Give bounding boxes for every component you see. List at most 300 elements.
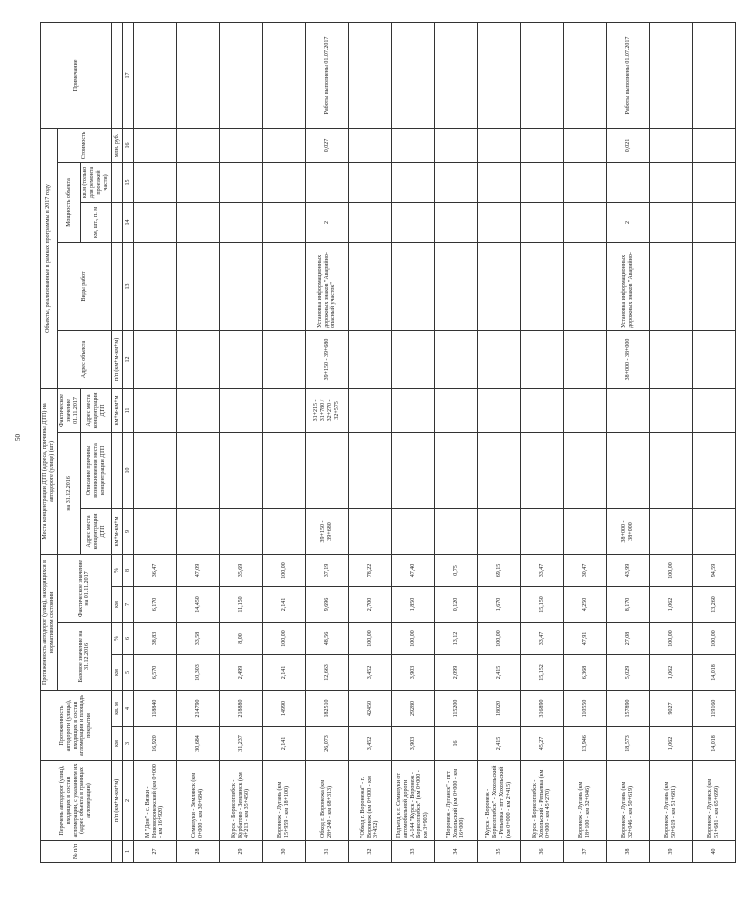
cell-obj-addr	[392, 330, 435, 388]
cell-dtp-addr	[177, 508, 220, 554]
column-number: 5	[123, 655, 134, 691]
table-row	[607, 22, 650, 862]
cell-fact-addr	[478, 388, 521, 432]
cell-f-pct: 47,09	[177, 554, 220, 586]
cell-b-km: 5,029	[607, 655, 650, 691]
header-cost: Стоимость	[57, 128, 111, 162]
cell-b-pct: 100,00	[392, 623, 435, 655]
cell-works	[435, 242, 478, 330]
cell-name: Подъезд к г. Семилуки от автомобильной дороги А-144 "Курск - Воронеж - Борисоглебск" (км 0+000 - км 3+903)	[392, 761, 435, 841]
cell-cost	[693, 128, 736, 162]
cell-f-km: 2,700	[349, 587, 392, 623]
cell-area: 110550	[564, 691, 607, 727]
cell-fact-addr	[177, 388, 220, 432]
table-row	[564, 22, 607, 862]
cell-dtp-desc	[177, 432, 220, 508]
table-row	[650, 22, 693, 862]
cell-no: 37	[564, 841, 607, 863]
cell-len: 31,237	[220, 727, 263, 761]
cell-power: 2	[306, 202, 349, 242]
cell-area: 316890	[521, 691, 564, 727]
cell-power	[521, 202, 564, 242]
cell-cost	[349, 128, 392, 162]
cell-obj-addr	[435, 330, 478, 388]
cell-dtp-desc	[306, 432, 349, 508]
cell-obj-addr	[693, 330, 736, 388]
cell-b-km: 6,570	[134, 655, 177, 691]
cell-fact-addr	[435, 388, 478, 432]
cell-f-pct: 37,19	[306, 554, 349, 586]
cell-len: 16,920	[134, 727, 177, 761]
cell-len: 16	[435, 727, 478, 761]
cell-dtp-addr	[392, 508, 435, 554]
cell-no: 40	[693, 841, 736, 863]
column-number: 6	[123, 623, 134, 655]
cell-area: 214790	[177, 691, 220, 727]
cell-works	[521, 242, 564, 330]
cell-f-km: 6,170	[134, 587, 177, 623]
cell-b-pct: 47,91	[564, 623, 607, 655]
cell-f-km: 13,260	[693, 587, 736, 623]
column-number: 16	[123, 128, 134, 162]
dtp-program-table	[40, 22, 736, 863]
column-number: 14	[123, 202, 134, 242]
cell-no: 33	[392, 841, 435, 863]
cell-len: 30,684	[177, 727, 220, 761]
cell-fact-addr	[564, 388, 607, 432]
cell-b-pct: 33,47	[521, 623, 564, 655]
cell-name: Воронеж - Лугань (км 50+619 - км 51+681)	[650, 761, 693, 841]
table-row	[521, 22, 564, 862]
unit-km4: км	[112, 587, 123, 623]
cell-dtp-desc	[349, 432, 392, 508]
cell-works	[220, 242, 263, 330]
table-row	[392, 22, 435, 862]
header-power-block: Мощность объекта	[57, 162, 81, 242]
cell-b-pct: 100,00	[650, 623, 693, 655]
cell-works	[478, 242, 521, 330]
cell-dtp-addr	[521, 508, 564, 554]
column-number: 13	[123, 242, 134, 330]
cell-works	[650, 242, 693, 330]
cell-fact-addr	[521, 388, 564, 432]
cell-f-pct: 0,75	[435, 554, 478, 586]
cell-note	[177, 22, 220, 128]
unit-pct2: %	[112, 554, 123, 586]
cell-power-sq	[263, 162, 306, 202]
cell-no: 39	[650, 841, 693, 863]
cell-no: 38	[607, 841, 650, 863]
cell-area: 157890	[607, 691, 650, 727]
cell-obj-addr	[650, 330, 693, 388]
cell-len: 2,141	[263, 727, 306, 761]
cell-dtp-desc	[564, 432, 607, 508]
cell-power-sq	[306, 162, 349, 202]
cell-b-pct: 48,56	[306, 623, 349, 655]
header-dtp-address-fact: Адрес места концентрации ДТП	[81, 388, 112, 432]
cell-cost	[177, 128, 220, 162]
column-number: 10	[123, 432, 134, 508]
cell-no: 36	[521, 841, 564, 863]
cell-power	[134, 202, 177, 242]
header-works: Виды работ	[57, 242, 111, 330]
column-number: 11	[123, 388, 134, 432]
cell-works	[134, 242, 177, 330]
table-row	[220, 22, 263, 862]
cell-f-km: 4,250	[564, 587, 607, 623]
cell-f-km: 15,150	[521, 587, 564, 623]
header-dtp-desc: Описание причины возникновения места концентрации ДТП	[81, 432, 112, 508]
cell-note	[392, 22, 435, 128]
unit-addr3: п/п (км+м-км+м)	[112, 330, 123, 388]
column-number: 7	[123, 587, 134, 623]
table-row	[349, 22, 392, 862]
cell-power-sq	[220, 162, 263, 202]
cell-fact-addr	[392, 388, 435, 432]
cell-f-km: 2,141	[263, 587, 306, 623]
cell-len: 3,903	[392, 727, 435, 761]
cell-no: 31	[306, 841, 349, 863]
header-no: № п/п	[41, 841, 112, 863]
cell-b-pct: 33,58	[177, 623, 220, 655]
cell-dtp-addr	[349, 508, 392, 554]
cell-dtp-addr	[693, 508, 736, 554]
cell-dtp-addr	[650, 508, 693, 554]
cell-b-pct: 100,00	[349, 623, 392, 655]
table-row	[177, 22, 220, 862]
cell-obj-addr	[478, 330, 521, 388]
cell-obj-addr	[263, 330, 306, 388]
page-number: 50	[14, 434, 22, 441]
cell-f-pct: 100,00	[650, 554, 693, 586]
table-row	[134, 22, 177, 862]
cell-fact-addr	[349, 388, 392, 432]
header-power-sq: кв.м (только для ремонта проезжей части)	[81, 162, 112, 202]
cell-note: Работы выполнены 01.07.2017	[607, 22, 650, 128]
cell-f-km: 1,670	[478, 587, 521, 623]
cell-b-km: 15,152	[521, 655, 564, 691]
cell-area: 115200	[435, 691, 478, 727]
cell-len: 45,27	[521, 727, 564, 761]
cell-fact-addr	[607, 388, 650, 432]
cell-note	[650, 22, 693, 128]
cell-b-km: 6,368	[564, 655, 607, 691]
cell-name: Курск - Борисоглебск - Хохольский - Репьевка (км 0+000 - км 45+270)	[521, 761, 564, 841]
cell-power	[177, 202, 220, 242]
cell-b-km: 3,452	[349, 655, 392, 691]
cell-fact-addr: 31+215 - 31+780 / 32+270 - 32+575	[306, 388, 349, 432]
cell-dtp-desc	[650, 432, 693, 508]
cell-len: 18,573	[607, 727, 650, 761]
cell-obj-addr	[177, 330, 220, 388]
header-fact-value: Фактическое значение на 01.11.2017	[57, 554, 111, 622]
column-number: 12	[123, 330, 134, 388]
cell-f-pct: 78,22	[349, 554, 392, 586]
cell-area: 9027	[650, 691, 693, 727]
cell-cost	[650, 128, 693, 162]
cell-b-pct: 13,12	[435, 623, 478, 655]
cell-b-km: 2,415	[478, 655, 521, 691]
cell-b-km: 10,303	[177, 655, 220, 691]
cell-cost	[435, 128, 478, 162]
cell-works	[392, 242, 435, 330]
cell-area: 218880	[220, 691, 263, 727]
cell-note	[349, 22, 392, 128]
cell-dtp-addr	[220, 508, 263, 554]
cell-f-km: 1,062	[650, 587, 693, 623]
cell-power-sq	[521, 162, 564, 202]
cell-dtp-addr: 38+000 - 38+000	[607, 508, 650, 554]
cell-area: 14990	[263, 691, 306, 727]
cell-f-km: 0,120	[435, 587, 478, 623]
cell-f-km: 1,850	[392, 587, 435, 623]
cell-dtp-desc	[521, 432, 564, 508]
cell-note: Работы выполнены 01.07.2017	[306, 22, 349, 128]
cell-power	[435, 202, 478, 242]
cell-b-km: 1,062	[650, 655, 693, 691]
unit-km2: кв. м	[112, 691, 123, 727]
cell-b-km: 2,099	[435, 655, 478, 691]
cell-works	[564, 242, 607, 330]
cell-fact-addr	[693, 388, 736, 432]
header-base-value: Базовое значение на 31.12.2016	[57, 623, 111, 691]
cell-works: Установка информационных дорожных знаков "Аварийно-опасный участок"	[306, 242, 349, 330]
cell-f-km: 14,450	[177, 587, 220, 623]
cell-b-pct: 100,00	[693, 623, 736, 655]
table-row	[693, 22, 736, 862]
cell-obj-addr: 39+150 - 39+680	[306, 330, 349, 388]
cell-power-sq	[435, 162, 478, 202]
cell-b-pct: 8,00	[220, 623, 263, 655]
cell-b-pct: 100,00	[263, 623, 306, 655]
cell-cost	[521, 128, 564, 162]
cell-no: 30	[263, 841, 306, 863]
cell-power	[650, 202, 693, 242]
header-on-date: на 31.12.2016	[57, 432, 81, 554]
table-row	[263, 22, 306, 862]
cell-power-sq	[607, 162, 650, 202]
cell-dtp-addr	[263, 508, 306, 554]
header-obj-address: Адрес объекта	[57, 330, 111, 388]
header-power-units: км, шт., п. м	[81, 202, 112, 242]
table-row	[306, 22, 349, 862]
header-length-block: Протяженность автодороги (улицы), входящих в состав агломерации и площадь покрытия	[41, 691, 112, 761]
cell-name: Курск - Борисоглебск - Курбатово - Землянск (км 4+213 - км 35+450)	[220, 761, 263, 841]
cell-len: 3,452	[349, 727, 392, 761]
document-table-rotated	[40, 23, 721, 863]
column-number: 15	[123, 162, 134, 202]
cell-dtp-desc	[478, 432, 521, 508]
cell-dtp-addr	[134, 508, 177, 554]
cell-note	[263, 22, 306, 128]
cell-dtp-addr: 39+150 - 39+680	[306, 508, 349, 554]
cell-fact-addr	[220, 388, 263, 432]
cell-dtp-addr	[564, 508, 607, 554]
unit-km3: км	[112, 655, 123, 691]
cell-cost	[564, 128, 607, 162]
cell-f-km: 9,696	[306, 587, 349, 623]
unit-kmkm: п/п (км+м-км+м)	[112, 761, 123, 841]
cell-b-km: 3,903	[392, 655, 435, 691]
column-number: 1	[123, 841, 134, 863]
cell-power	[564, 202, 607, 242]
cell-power-sq	[478, 162, 521, 202]
cell-len: 1,062	[650, 727, 693, 761]
column-number: 8	[123, 554, 134, 586]
column-number: 9	[123, 508, 134, 554]
unit-addr2: км+м-км+м	[112, 388, 123, 432]
cell-f-pct: 43,99	[607, 554, 650, 586]
cell-name: Семилуки - Землянск (км 0+000 - км 30+684)	[177, 761, 220, 841]
cell-dtp-addr	[435, 508, 478, 554]
cell-area: 18020	[478, 691, 521, 727]
cell-b-pct: 38,83	[134, 623, 177, 655]
cell-power-sq	[564, 162, 607, 202]
cell-b-km: 12,663	[306, 655, 349, 691]
cell-name: Обход г. Воронежа (км 28+240 - км 68+313)	[306, 761, 349, 841]
cell-power-sq	[392, 162, 435, 202]
cell-f-pct: 30,47	[564, 554, 607, 586]
cell-dtp-desc	[392, 432, 435, 508]
cell-dtp-desc	[220, 432, 263, 508]
cell-obj-addr	[349, 330, 392, 388]
cell-f-pct: 35,69	[220, 554, 263, 586]
cell-no: 27	[134, 841, 177, 863]
unit-addr1: км+м-км+м	[112, 508, 123, 554]
cell-power	[693, 202, 736, 242]
cell-len: 13,946	[564, 727, 607, 761]
cell-obj-addr	[220, 330, 263, 388]
column-number: 3	[123, 727, 134, 761]
table-row	[435, 22, 478, 862]
cell-f-pct: 36,47	[134, 554, 177, 586]
cell-obj-addr	[134, 330, 177, 388]
cell-name: "Обход г. Воронежа" - г. Воронеж (км 0+000 - км 3+452)	[349, 761, 392, 841]
cell-works	[349, 242, 392, 330]
cell-len: 2,415	[478, 727, 521, 761]
cell-cost	[220, 128, 263, 162]
cell-name: Воронеж - Луганск (км 51+681 - км 65+699)	[693, 761, 736, 841]
header-normative-block: Протяженность автодорог (улиц), находящихся в нормативном состоянии	[41, 554, 58, 690]
column-number: 4	[123, 691, 134, 727]
cell-note	[564, 22, 607, 128]
cell-area: 118840	[134, 691, 177, 727]
cell-f-km: 11,150	[220, 587, 263, 623]
cell-power	[478, 202, 521, 242]
cell-fact-addr	[263, 388, 306, 432]
table-row	[478, 22, 521, 862]
cell-b-pct: 27,08	[607, 623, 650, 655]
cell-cost	[263, 128, 306, 162]
header-list: Перечень автодорог (улиц), входящих в состав агломерации, с указанием их (адрес объекта в границах агломерации)	[41, 761, 112, 841]
cell-cost	[478, 128, 521, 162]
cell-note	[220, 22, 263, 128]
cell-obj-addr	[521, 330, 564, 388]
cell-fact-addr	[650, 388, 693, 432]
header-dtp-address: Адрес места концентрации ДТП	[81, 508, 112, 554]
cell-no: 32	[349, 841, 392, 863]
cell-name: "Воронеж - Луганск" - пгт Хохольский (км 0+000 - км 16+000)	[435, 761, 478, 841]
cell-f-pct: 47,40	[392, 554, 435, 586]
cell-area: 29280	[392, 691, 435, 727]
cell-power: 2	[607, 202, 650, 242]
cell-power	[263, 202, 306, 242]
cell-name: Воронеж - Лугань (км 18+100 - км 32+046)	[564, 761, 607, 841]
cell-note	[435, 22, 478, 128]
unit-pct: %	[112, 623, 123, 655]
header-fact-dtp: Фактическое значение 01.11.2017	[57, 388, 81, 432]
cell-obj-addr: 38+000 - 38+000	[607, 330, 650, 388]
cell-power	[220, 202, 263, 242]
cell-power-sq	[177, 162, 220, 202]
cell-area: 119160	[693, 691, 736, 727]
cell-b-pct: 100,00	[478, 623, 521, 655]
cell-no: 29	[220, 841, 263, 863]
cell-area: 182510	[306, 691, 349, 727]
cell-f-pct: 33,47	[521, 554, 564, 586]
cell-note	[134, 22, 177, 128]
cell-dtp-desc	[693, 432, 736, 508]
cell-note	[478, 22, 521, 128]
cell-cost: 0,021	[607, 128, 650, 162]
cell-len: 26,073	[306, 727, 349, 761]
column-number: 2	[123, 761, 134, 841]
cell-dtp-desc	[435, 432, 478, 508]
cell-power-sq	[349, 162, 392, 202]
cell-b-km: 14,018	[693, 655, 736, 691]
cell-f-pct: 69,15	[478, 554, 521, 586]
cell-power-sq	[134, 162, 177, 202]
cell-note	[521, 22, 564, 128]
cell-note	[693, 22, 736, 128]
cell-power-sq	[650, 162, 693, 202]
cell-name: Воронеж - Лугань (км 15+959 - км 18+100)	[263, 761, 306, 841]
cell-dtp-addr	[478, 508, 521, 554]
cell-power-sq	[693, 162, 736, 202]
cell-dtp-desc	[607, 432, 650, 508]
cell-works	[263, 242, 306, 330]
cell-name: "Курск - Воронеж - Борисоглебск" - Хохольский - Репьевка - пгт Хохольский (км 0+000 - км 2+415)	[478, 761, 521, 841]
unit-cost: млн. руб.	[112, 128, 123, 162]
cell-dtp-desc	[134, 432, 177, 508]
cell-b-km: 2,141	[263, 655, 306, 691]
cell-works	[177, 242, 220, 330]
cell-works	[693, 242, 736, 330]
cell-no: 34	[435, 841, 478, 863]
unit-km: км	[112, 727, 123, 761]
cell-cost: 0,027	[306, 128, 349, 162]
cell-f-km: 8,170	[607, 587, 650, 623]
cell-name: М "Дон" - с. Вязки - Нововоронежский (км 0+000 - км 16+920)	[134, 761, 177, 841]
cell-works: Установка информационных дорожных знаков "Аварийно-	[607, 242, 650, 330]
cell-power	[392, 202, 435, 242]
header-dtp-block: Места концентрации ДТП (адреса, причины ДТП) на автодороге (улице) (шт)	[41, 388, 58, 554]
cell-f-pct: 94,59	[693, 554, 736, 586]
cell-f-pct: 100,00	[263, 554, 306, 586]
cell-cost	[392, 128, 435, 162]
cell-cost	[134, 128, 177, 162]
cell-area: 42450	[349, 691, 392, 727]
header-objects-block: Объекты, реализованные в рамках программы в 2017 году	[41, 128, 58, 388]
cell-fact-addr	[134, 388, 177, 432]
column-number: 17	[123, 22, 134, 128]
cell-name: Воронеж - Лугань (км 32+046 - км 50+619)	[607, 761, 650, 841]
header-note: Примечание	[41, 22, 112, 128]
cell-obj-addr	[564, 330, 607, 388]
cell-no: 35	[478, 841, 521, 863]
cell-len: 14,018	[693, 727, 736, 761]
cell-no: 28	[177, 841, 220, 863]
